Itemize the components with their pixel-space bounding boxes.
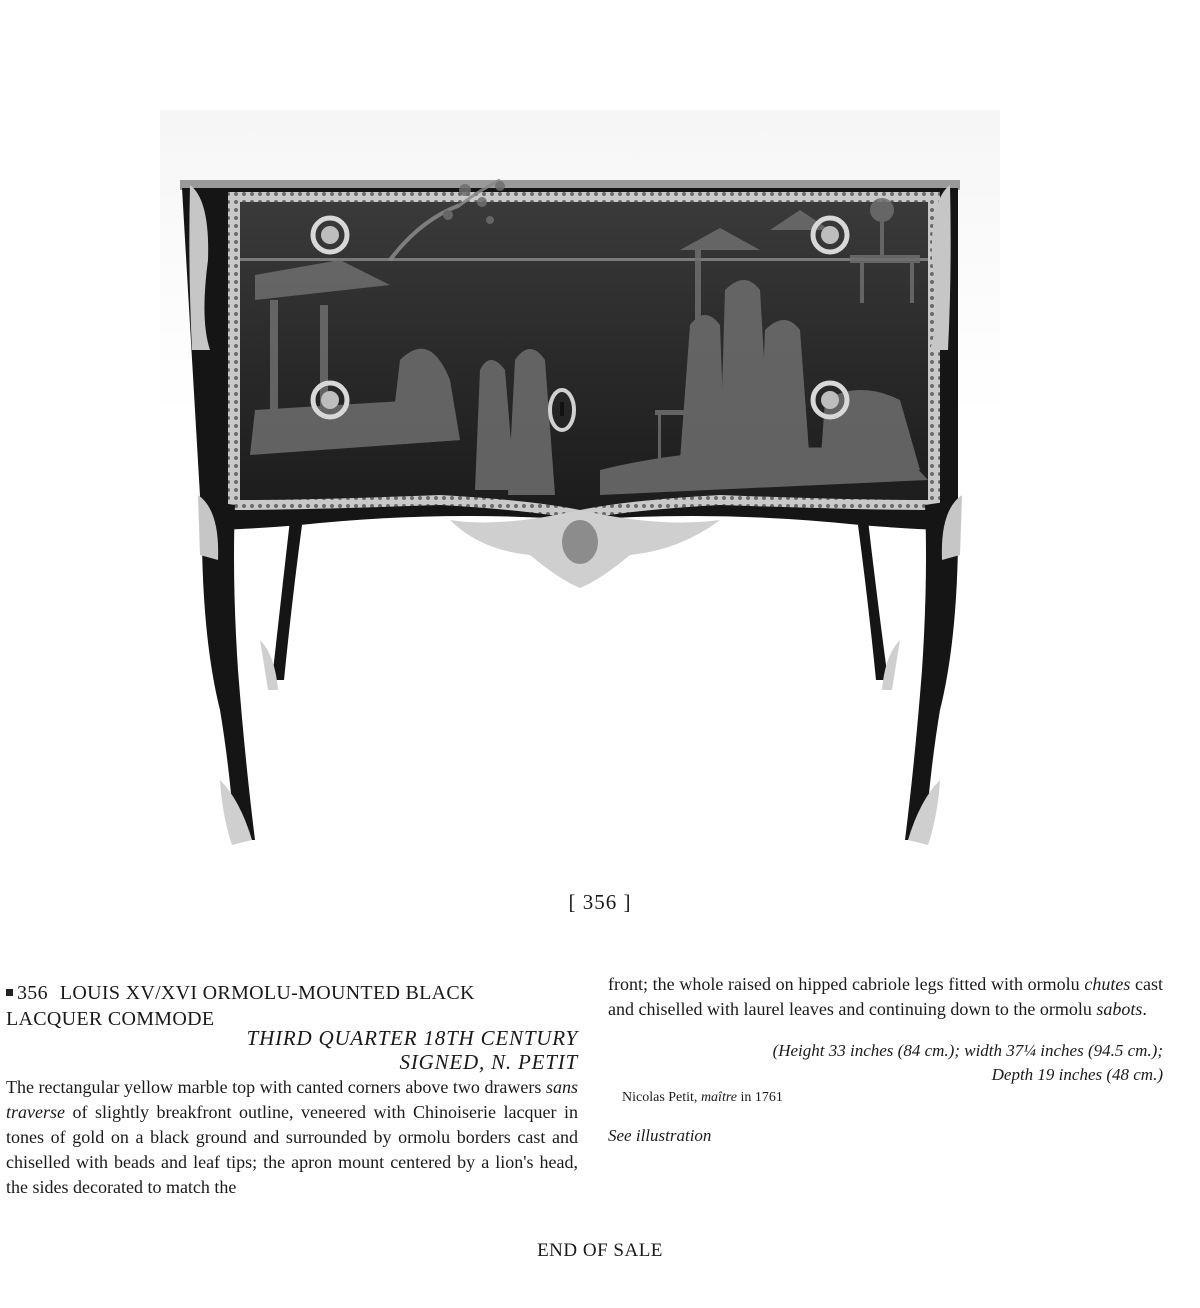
description-text: of slightly breakfront outline, veneered with Chinoiserie lacquer in tones of gold on a black ground and surrounded by ormolu borders cast and chiselled with beads and leaf tips; the apron mount centered by a lion's head, the sides decorated to match the — [6, 1102, 578, 1197]
description-italic: sans traverse — [6, 1077, 578, 1122]
lot-dating — [200, 1026, 578, 1074]
lot-bullet-icon — [6, 989, 13, 996]
lot-title-line2: LACQUER COMMODE — [6, 1008, 215, 1030]
description-text: . — [1142, 999, 1147, 1019]
maker-year: in 1761 — [736, 1090, 783, 1105]
end-of-sale: END OF SALE — [537, 1240, 663, 1261]
dimensions-line2: Depth 19 inches (48 cm.) — [991, 1065, 1163, 1084]
see-illustration: See illustration — [608, 1126, 712, 1145]
signature-line: SIGNED, N. PETIT — [399, 1050, 578, 1074]
commode-photograph — [160, 110, 1000, 870]
dimensions — [608, 1039, 1163, 1087]
lot-heading — [6, 980, 586, 1032]
maker-note — [622, 1090, 783, 1106]
lot-title-line1: LOUIS XV/XVI ORMOLU-MOUNTED BLACK — [59, 982, 475, 1004]
maker-name: Nicolas Petit, — [622, 1090, 701, 1105]
description-text: The rectangular yellow marble top with canted corners above two drawers — [6, 1077, 546, 1097]
description-left — [6, 1075, 578, 1200]
dimensions-line1: (Height 33 inches (84 cm.); width 37¼ inches (94.5 cm.); — [772, 1041, 1163, 1060]
description-italic: sabots — [1096, 999, 1143, 1019]
description-italic: chutes — [1084, 974, 1131, 994]
description-right — [608, 972, 1163, 1022]
date-line: THIRD QUARTER 18TH CENTURY — [246, 1026, 578, 1050]
description-text: front; the whole raised on hipped cabriole legs fitted with ormolu — [608, 974, 1085, 994]
lot-number: 356 — [17, 982, 48, 1004]
description-text: cast and chiselled with laurel leaves and continuing down to the ormolu — [608, 974, 1163, 1019]
figure-caption: [ 356 ] — [568, 890, 632, 914]
maker-title: maître — [700, 1090, 737, 1105]
